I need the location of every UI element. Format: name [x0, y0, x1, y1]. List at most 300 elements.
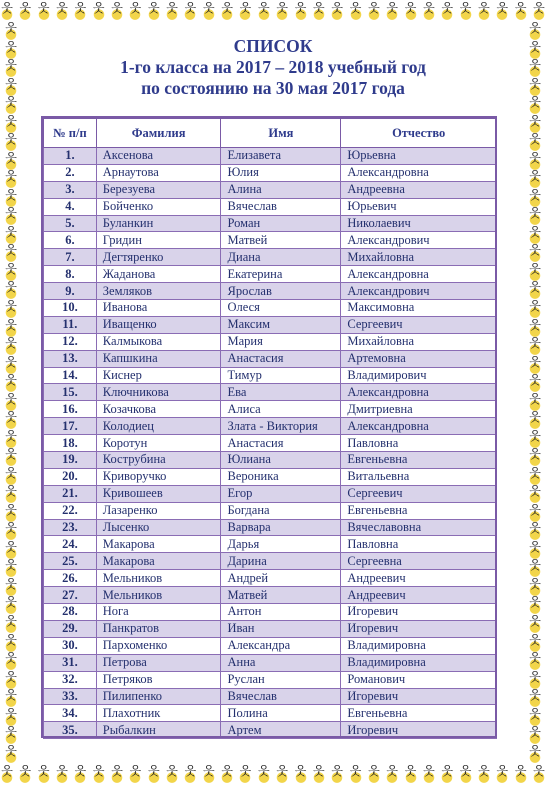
cell-first-name: Вероника: [221, 468, 341, 485]
stick-figure-icon: 웃: [128, 2, 142, 20]
cell-first-name: Вячеслав: [221, 198, 341, 215]
cell-patronymic: Евгеньевна: [341, 502, 497, 519]
cell-surname: Иванова: [96, 300, 221, 317]
cell-patronymic: Михайловна: [341, 249, 497, 266]
stick-figure-icon: 웃: [440, 2, 454, 20]
cell-surname: Калмыкова: [96, 333, 221, 350]
cell-number: 3.: [44, 181, 97, 198]
stick-figure-icon: 웃: [528, 522, 542, 540]
stick-figure-icon: 웃: [4, 522, 18, 540]
cell-surname: Киснер: [96, 367, 221, 384]
cell-number: 2.: [44, 164, 97, 181]
stick-figure-icon: 웃: [528, 337, 542, 355]
cell-surname: Березуева: [96, 181, 221, 198]
cell-number: 17.: [44, 418, 97, 435]
cell-first-name: Юлиана: [221, 452, 341, 469]
table-row: [44, 452, 497, 469]
cell-number: 9.: [44, 283, 97, 300]
cell-surname: Жаданова: [96, 266, 221, 283]
stick-figure-icon: 웃: [4, 170, 18, 188]
cell-first-name: Дарья: [221, 536, 341, 553]
stick-figure-icon: 웃: [528, 374, 542, 392]
stick-figure-icon: 웃: [528, 152, 542, 170]
stick-figure-icon: 웃: [528, 541, 542, 559]
table-row: [44, 418, 497, 435]
stick-figure-icon: 웃: [4, 374, 18, 392]
stick-figure-icon: 웃: [532, 765, 546, 783]
cell-patronymic: Андреевич: [341, 570, 497, 587]
stick-figure-icon: 웃: [528, 319, 542, 337]
stick-figure-icon: 웃: [294, 2, 308, 20]
cell-number: 12.: [44, 333, 97, 350]
cell-first-name: Тимур: [221, 367, 341, 384]
stick-figure-icon: 웃: [330, 2, 344, 20]
cell-surname: Лазаренко: [96, 502, 221, 519]
stick-figure-icon: 웃: [294, 765, 308, 783]
stick-figure-icon: 웃: [385, 2, 399, 20]
stick-figure-icon: 웃: [183, 765, 197, 783]
cell-number: 20.: [44, 468, 97, 485]
stick-figure-icon: 웃: [528, 745, 542, 763]
stick-figure-icon: 웃: [4, 189, 18, 207]
stick-figure-icon: 웃: [528, 170, 542, 188]
stick-figure-icon: 웃: [440, 765, 454, 783]
stick-figure-icon: 웃: [4, 41, 18, 59]
stick-figure-icon: 웃: [18, 2, 32, 20]
cell-number: 11.: [44, 316, 97, 333]
table-row: [44, 671, 497, 688]
cell-first-name: Егор: [221, 485, 341, 502]
cell-number: 16.: [44, 401, 97, 418]
title-line-2: 1-го класса на 2017 – 2018 учебный год: [120, 57, 426, 77]
cell-surname: Нога: [96, 604, 221, 621]
stick-figure-icon: 웃: [4, 319, 18, 337]
stick-figure-icon: 웃: [110, 2, 124, 20]
cell-first-name: Роман: [221, 215, 341, 232]
cell-surname: Петряков: [96, 671, 221, 688]
stick-figure-icon: 웃: [4, 337, 18, 355]
table-row: [44, 249, 497, 266]
cell-patronymic: Евгеньевна: [341, 705, 497, 722]
stick-figure-icon: 웃: [4, 356, 18, 374]
stick-figure-icon: 웃: [4, 59, 18, 77]
cell-number: 29.: [44, 620, 97, 637]
header-first-name: Имя: [221, 119, 341, 148]
cell-patronymic: Павловна: [341, 435, 497, 452]
cell-number: 31.: [44, 654, 97, 671]
stick-figure-icon: 웃: [4, 263, 18, 281]
cell-number: 28.: [44, 604, 97, 621]
cell-first-name: Мария: [221, 333, 341, 350]
cell-first-name: Диана: [221, 249, 341, 266]
stick-figure-icon: 웃: [349, 765, 363, 783]
cell-patronymic: Владимировна: [341, 637, 497, 654]
header-number: № п/п: [44, 119, 97, 148]
stick-figure-icon: 웃: [4, 152, 18, 170]
stick-figure-icon: 웃: [528, 244, 542, 262]
cell-first-name: Матвей: [221, 232, 341, 249]
stick-figure-icon: 웃: [0, 2, 14, 20]
cell-surname: Криворучко: [96, 468, 221, 485]
cell-surname: Колодиец: [96, 418, 221, 435]
table-row: [44, 181, 497, 198]
stick-figure-icon: 웃: [404, 765, 418, 783]
stick-figure-icon: 웃: [495, 765, 509, 783]
stick-figure-icon: 웃: [422, 765, 436, 783]
table-row: [44, 401, 497, 418]
cell-patronymic: Александрович: [341, 283, 497, 300]
cell-number: 6.: [44, 232, 97, 249]
cell-number: 35.: [44, 722, 97, 739]
table-row: [44, 468, 497, 485]
table-row: [44, 553, 497, 570]
cell-patronymic: Игоревич: [341, 604, 497, 621]
stick-figure-icon: 웃: [528, 559, 542, 577]
table-row: [44, 283, 497, 300]
cell-patronymic: Александровна: [341, 266, 497, 283]
header-surname: Фамилия: [96, 119, 221, 148]
stick-figure-icon: 웃: [147, 2, 161, 20]
stick-figure-icon: 웃: [528, 430, 542, 448]
table-row: [44, 705, 497, 722]
stick-figure-icon: 웃: [4, 504, 18, 522]
stick-figure-icon: 웃: [528, 615, 542, 633]
stick-figure-icon: 웃: [528, 671, 542, 689]
stick-figure-icon: 웃: [4, 726, 18, 744]
cell-surname: Макарова: [96, 536, 221, 553]
stick-figure-icon: 웃: [4, 485, 18, 503]
stick-figure-icon: 웃: [4, 578, 18, 596]
stick-figure-icon: 웃: [238, 765, 252, 783]
cell-patronymic: Максимовна: [341, 300, 497, 317]
cell-patronymic: Сергеевна: [341, 553, 497, 570]
stick-figure-icon: 웃: [220, 765, 234, 783]
cell-first-name: Алина: [221, 181, 341, 198]
cell-surname: Кострубина: [96, 452, 221, 469]
cell-surname: Пилипенко: [96, 688, 221, 705]
table-header-row: [44, 119, 497, 148]
cell-first-name: Варвара: [221, 519, 341, 536]
stick-figure-icon: 웃: [92, 765, 106, 783]
cell-surname: Панкратов: [96, 620, 221, 637]
cell-first-name: Вячеслав: [221, 688, 341, 705]
stick-figure-icon: 웃: [4, 133, 18, 151]
cell-patronymic: Дмитриевна: [341, 401, 497, 418]
cell-number: 27.: [44, 587, 97, 604]
table-row: [44, 333, 497, 350]
cell-surname: Петрова: [96, 654, 221, 671]
stick-figure-icon: 웃: [528, 726, 542, 744]
stick-figure-icon: 웃: [528, 78, 542, 96]
stick-figure-icon: 웃: [4, 115, 18, 133]
cell-patronymic: Артемовна: [341, 350, 497, 367]
table-body: [44, 148, 497, 739]
cell-surname: Макарова: [96, 553, 221, 570]
cell-number: 10.: [44, 300, 97, 317]
cell-number: 26.: [44, 570, 97, 587]
table-row: [44, 485, 497, 502]
stick-figure-icon: 웃: [528, 189, 542, 207]
cell-first-name: Дарина: [221, 553, 341, 570]
cell-first-name: Полина: [221, 705, 341, 722]
page-border-top: [0, 0, 546, 22]
cell-number: 4.: [44, 198, 97, 215]
title-line-3: по состоянию на 30 мая 2017 года: [141, 78, 405, 98]
stick-figure-icon: 웃: [528, 281, 542, 299]
stick-figure-icon: 웃: [73, 2, 87, 20]
stick-figure-icon: 웃: [18, 765, 32, 783]
table-row: [44, 620, 497, 637]
stick-figure-icon: 웃: [528, 467, 542, 485]
cell-patronymic: Андреевич: [341, 587, 497, 604]
stick-figure-icon: 웃: [202, 765, 216, 783]
cell-first-name: Анна: [221, 654, 341, 671]
cell-first-name: Руслан: [221, 671, 341, 688]
stick-figure-icon: 웃: [367, 765, 381, 783]
cell-first-name: Олеся: [221, 300, 341, 317]
table-row: [44, 350, 497, 367]
stick-figure-icon: 웃: [349, 2, 363, 20]
cell-number: 1.: [44, 148, 97, 165]
cell-first-name: Екатерина: [221, 266, 341, 283]
class-list-table: [43, 118, 497, 739]
cell-surname: Ключникова: [96, 384, 221, 401]
cell-first-name: Ева: [221, 384, 341, 401]
table-row: [44, 435, 497, 452]
stick-figure-icon: 웃: [4, 207, 18, 225]
cell-surname: Плахотник: [96, 705, 221, 722]
stick-figure-icon: 웃: [528, 448, 542, 466]
stick-figure-icon: 웃: [528, 59, 542, 77]
cell-surname: Аксенова: [96, 148, 221, 165]
stick-figure-icon: 웃: [528, 485, 542, 503]
cell-patronymic: Сергеевич: [341, 316, 497, 333]
stick-figure-icon: 웃: [385, 765, 399, 783]
stick-figure-icon: 웃: [528, 115, 542, 133]
table-row: [44, 722, 497, 739]
table-row: [44, 232, 497, 249]
cell-first-name: Максим: [221, 316, 341, 333]
table-row: [44, 587, 497, 604]
stick-figure-icon: 웃: [4, 244, 18, 262]
table-row: [44, 637, 497, 654]
stick-figure-icon: 웃: [4, 634, 18, 652]
table-row: [44, 688, 497, 705]
table-row: [44, 316, 497, 333]
cell-patronymic: Александровна: [341, 384, 497, 401]
cell-patronymic: Евгеньевна: [341, 452, 497, 469]
cell-first-name: Юлия: [221, 164, 341, 181]
stick-figure-icon: 웃: [528, 263, 542, 281]
stick-figure-icon: 웃: [183, 2, 197, 20]
cell-patronymic: Юрьевна: [341, 148, 497, 165]
stick-figure-icon: 웃: [4, 226, 18, 244]
cell-patronymic: Николаевич: [341, 215, 497, 232]
cell-first-name: Богдана: [221, 502, 341, 519]
cell-patronymic: Александровна: [341, 164, 497, 181]
cell-patronymic: Владимировна: [341, 654, 497, 671]
stick-figure-icon: 웃: [4, 411, 18, 429]
stick-figure-icon: 웃: [528, 226, 542, 244]
cell-number: 33.: [44, 688, 97, 705]
cell-patronymic: Александрович: [341, 232, 497, 249]
stick-figure-icon: 웃: [477, 765, 491, 783]
stick-figure-icon: 웃: [532, 2, 546, 20]
cell-surname: Буланкин: [96, 215, 221, 232]
stick-figure-icon: 웃: [404, 2, 418, 20]
cell-number: 25.: [44, 553, 97, 570]
cell-patronymic: Вячеславовна: [341, 519, 497, 536]
stick-figure-icon: 웃: [275, 765, 289, 783]
cell-first-name: Алиса: [221, 401, 341, 418]
cell-first-name: Артем: [221, 722, 341, 739]
table-row: [44, 266, 497, 283]
table-row: [44, 502, 497, 519]
cell-number: 19.: [44, 452, 97, 469]
stick-figure-icon: 웃: [37, 2, 51, 20]
stick-figure-icon: 웃: [528, 708, 542, 726]
stick-figure-icon: 웃: [528, 689, 542, 707]
stick-figure-icon: 웃: [528, 652, 542, 670]
stick-figure-icon: 웃: [92, 2, 106, 20]
stick-figure-icon: 웃: [4, 745, 18, 763]
table-row: [44, 536, 497, 553]
cell-number: 7.: [44, 249, 97, 266]
table-row: [44, 604, 497, 621]
table-row: [44, 654, 497, 671]
cell-first-name: Анастасия: [221, 435, 341, 452]
stick-figure-icon: 웃: [312, 765, 326, 783]
cell-patronymic: Романович: [341, 671, 497, 688]
cell-first-name: Анастасия: [221, 350, 341, 367]
cell-surname: Гридин: [96, 232, 221, 249]
stick-figure-icon: 웃: [514, 765, 528, 783]
stick-figure-icon: 웃: [165, 765, 179, 783]
cell-number: 21.: [44, 485, 97, 502]
stick-figure-icon: 웃: [495, 2, 509, 20]
stick-figure-icon: 웃: [528, 22, 542, 40]
cell-patronymic: Владимирович: [341, 367, 497, 384]
stick-figure-icon: 웃: [4, 281, 18, 299]
cell-surname: Иващенко: [96, 316, 221, 333]
cell-number: 34.: [44, 705, 97, 722]
table-row: [44, 519, 497, 536]
cell-patronymic: Юрьевич: [341, 198, 497, 215]
cell-number: 24.: [44, 536, 97, 553]
stick-figure-icon: 웃: [147, 765, 161, 783]
stick-figure-icon: 웃: [330, 765, 344, 783]
stick-figure-icon: 웃: [275, 2, 289, 20]
cell-surname: Мельников: [96, 570, 221, 587]
cell-surname: Бойченко: [96, 198, 221, 215]
stick-figure-icon: 웃: [422, 2, 436, 20]
cell-surname: Козачкова: [96, 401, 221, 418]
cell-number: 8.: [44, 266, 97, 283]
cell-patronymic: Андреевна: [341, 181, 497, 198]
cell-first-name: Ярослав: [221, 283, 341, 300]
cell-surname: Арнаутова: [96, 164, 221, 181]
stick-figure-icon: 웃: [128, 765, 142, 783]
cell-patronymic: Сергеевич: [341, 485, 497, 502]
cell-patronymic: Игоревич: [341, 688, 497, 705]
table-row: [44, 367, 497, 384]
cell-number: 13.: [44, 350, 97, 367]
stick-figure-icon: 웃: [4, 652, 18, 670]
stick-figure-icon: 웃: [528, 356, 542, 374]
stick-figure-icon: 웃: [0, 765, 14, 783]
header-patronymic: Отчество: [341, 119, 497, 148]
stick-figure-icon: 웃: [528, 96, 542, 114]
stick-figure-icon: 웃: [37, 765, 51, 783]
page-border-bottom: [0, 763, 546, 785]
stick-figure-icon: 웃: [202, 2, 216, 20]
stick-figure-icon: 웃: [220, 2, 234, 20]
stick-figure-icon: 웃: [110, 765, 124, 783]
stick-figure-icon: 웃: [528, 41, 542, 59]
stick-figure-icon: 웃: [4, 615, 18, 633]
cell-number: 18.: [44, 435, 97, 452]
stick-figure-icon: 웃: [477, 2, 491, 20]
table-row: [44, 384, 497, 401]
stick-figure-icon: 웃: [528, 411, 542, 429]
table-row: [44, 300, 497, 317]
stick-figure-icon: 웃: [528, 504, 542, 522]
cell-first-name: Антон: [221, 604, 341, 621]
stick-figure-icon: 웃: [4, 22, 18, 40]
cell-surname: Рыбалкин: [96, 722, 221, 739]
stick-figure-icon: 웃: [4, 671, 18, 689]
page-border-left: [0, 22, 22, 763]
cell-number: 14.: [44, 367, 97, 384]
stick-figure-icon: 웃: [528, 578, 542, 596]
stick-figure-icon: 웃: [257, 2, 271, 20]
table-row: [44, 198, 497, 215]
cell-surname: Коротун: [96, 435, 221, 452]
cell-first-name: Злата - Виктория: [221, 418, 341, 435]
stick-figure-icon: 웃: [165, 2, 179, 20]
stick-figure-icon: 웃: [459, 2, 473, 20]
stick-figure-icon: 웃: [4, 541, 18, 559]
document-title: [40, 36, 506, 99]
page-border-right: [524, 22, 546, 763]
cell-patronymic: Александровна: [341, 418, 497, 435]
cell-number: 23.: [44, 519, 97, 536]
cell-first-name: Елизавета: [221, 148, 341, 165]
cell-number: 15.: [44, 384, 97, 401]
cell-first-name: Андрей: [221, 570, 341, 587]
stick-figure-icon: 웃: [312, 2, 326, 20]
cell-number: 30.: [44, 637, 97, 654]
stick-figure-icon: 웃: [459, 765, 473, 783]
cell-first-name: Александра: [221, 637, 341, 654]
stick-figure-icon: 웃: [4, 559, 18, 577]
cell-patronymic: Игоревич: [341, 620, 497, 637]
stick-figure-icon: 웃: [367, 2, 381, 20]
table-row: [44, 570, 497, 587]
cell-surname: Капшкина: [96, 350, 221, 367]
cell-patronymic: Игоревич: [341, 722, 497, 739]
stick-figure-icon: 웃: [528, 393, 542, 411]
stick-figure-icon: 웃: [73, 765, 87, 783]
stick-figure-icon: 웃: [55, 765, 69, 783]
table-row: [44, 215, 497, 232]
stick-figure-icon: 웃: [528, 596, 542, 614]
stick-figure-icon: 웃: [4, 393, 18, 411]
title-line-1: СПИСОК: [233, 36, 313, 56]
stick-figure-icon: 웃: [4, 596, 18, 614]
stick-figure-icon: 웃: [528, 133, 542, 151]
cell-patronymic: Павловна: [341, 536, 497, 553]
